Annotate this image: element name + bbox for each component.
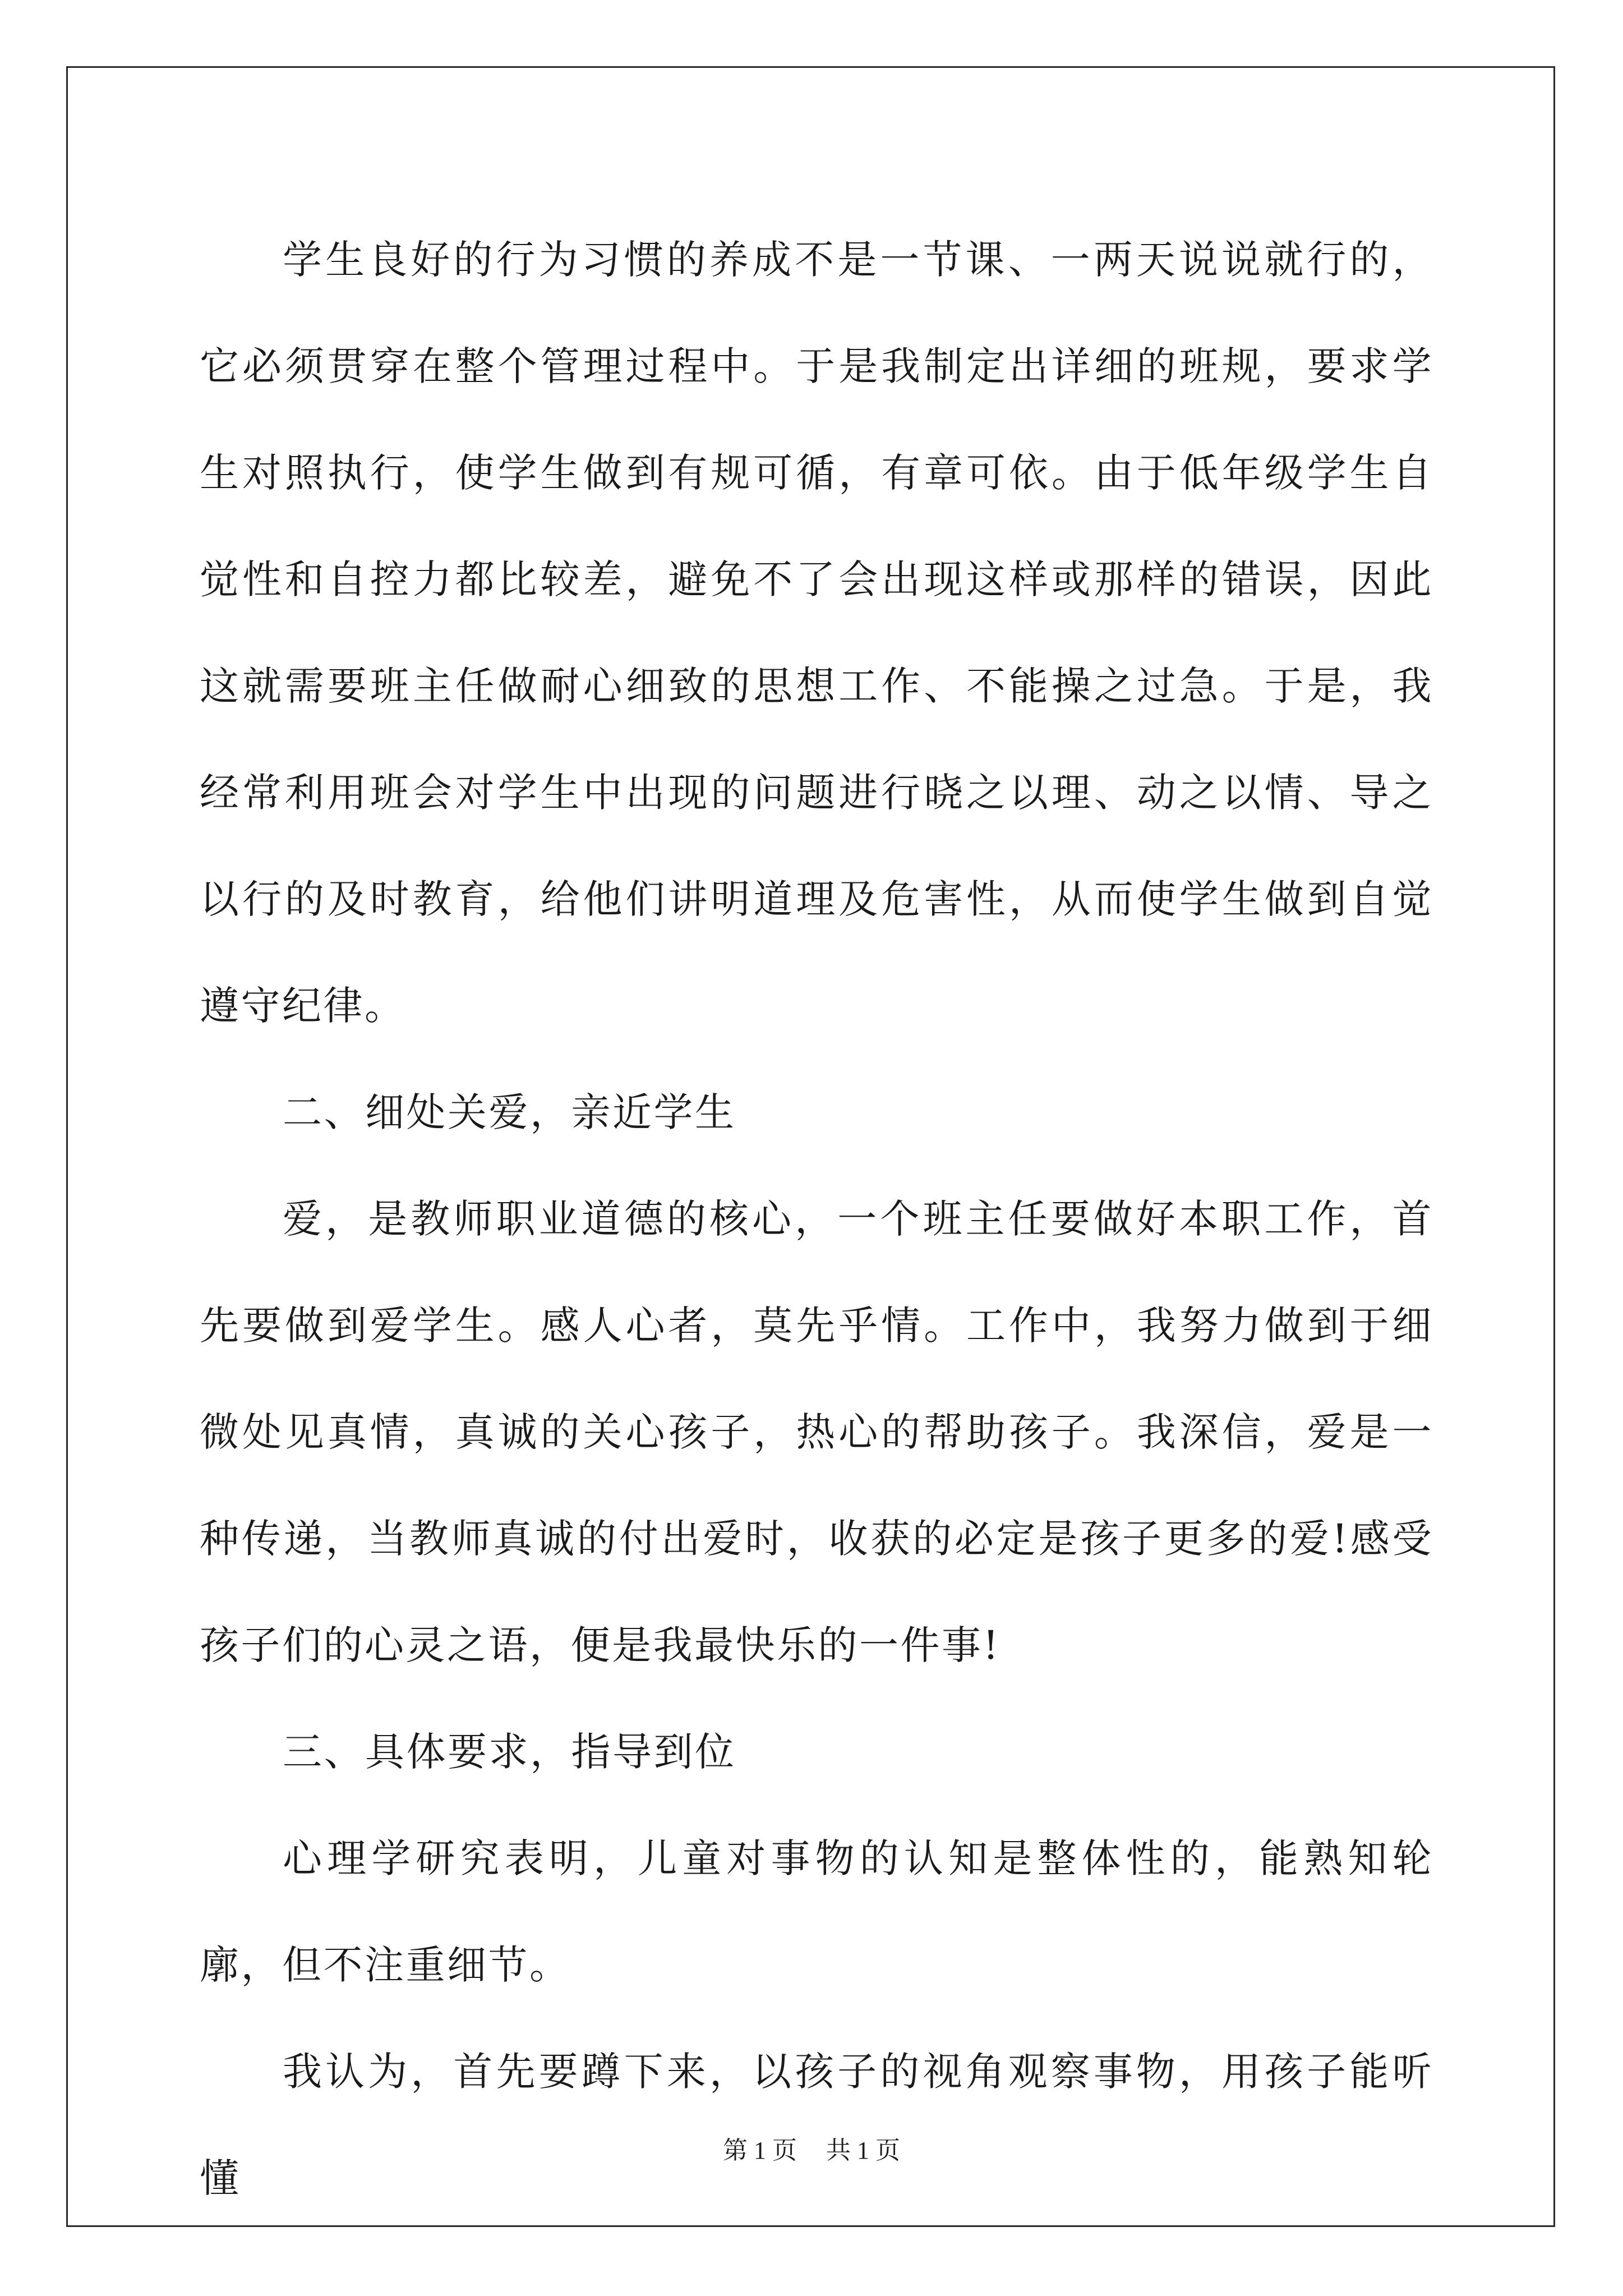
section-heading: 二、细处关爱，亲近学生 (283, 1089, 736, 1135)
paragraph: 学生良好的行为习惯的养成不是一节课、一两天说说就行的，它必须贯穿在整个管理过程中。于是我制定出详细的班规，要求学生对照执行，使学生做到有规可循，有章可依。由于低年级学生自觉性和自控力都比较差，避免不了会出现这样或那样的错误，因此这就需要班主任做耐心细致的思想工作、不能操之过急。于是，我经常利用班会对学生中出现的问题进行晓之以理、动之以情、导之以行的及时教育，给他们讲明道理及危害性，从而使学生做到自觉遵守纪律。 (200, 237, 1433, 1029)
page-number: 第 1 页 (723, 2137, 797, 2164)
document-body (200, 206, 1433, 2231)
section-heading: 三、具体要求，指导到位 (283, 1729, 736, 1775)
page-footer (0, 2130, 1623, 2166)
paragraph: 心理学研究表明，儿童对事物的认知是整体性的，能熟知轮廓，但不注重细节。 (200, 1835, 1433, 1988)
paragraph: 我认为，首先要蹲下来，以孩子的视角观察事物，用孩子能听懂 (200, 2049, 1433, 2201)
page-total: 共 1 页 (826, 2137, 900, 2164)
paragraph: 爱，是教师职业道德的核心，一个班主任要做好本职工作，首先要做到爱学生。感人心者，莫先乎情。工作中，我努力做到于细微处见真情，真诚的关心孩子，热心的帮助孩子。我深信，爱是一种传递，当教师真诚的付出爱时，收获的必定是孩子更多的爱!感受孩子们的心灵之语，便是我最快乐的一件事! (200, 1196, 1433, 1668)
